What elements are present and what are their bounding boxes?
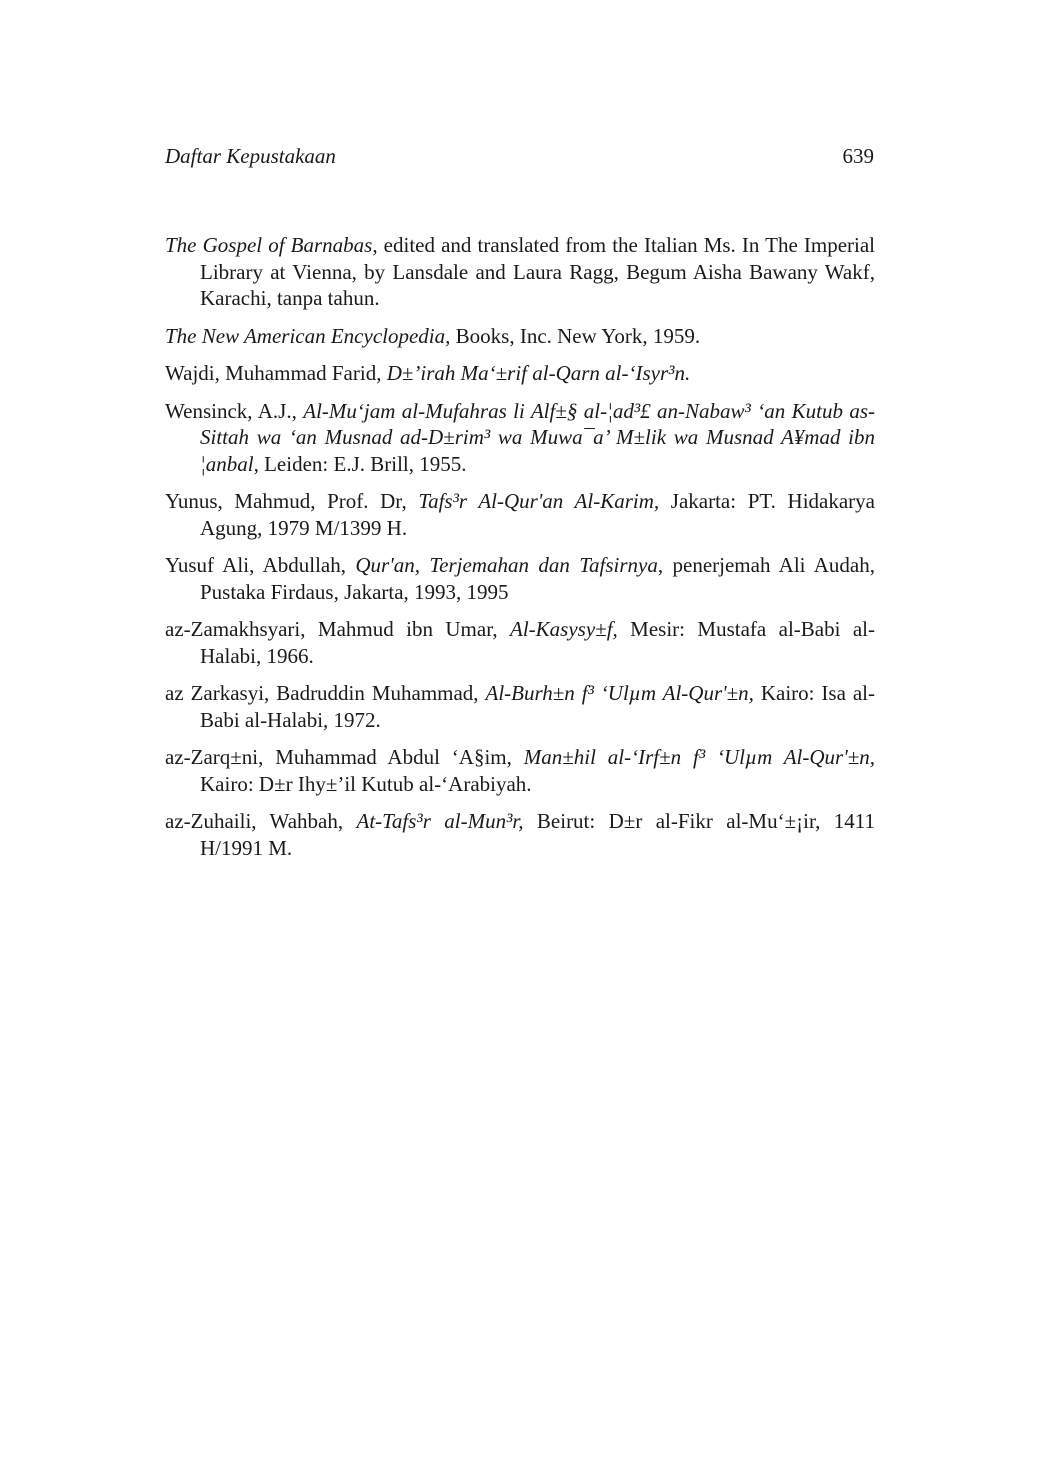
bibliography-entry	[165, 808, 875, 861]
running-title: Daftar Kepustakaan	[165, 144, 336, 168]
entry-title: At-Tafs³r al-Mun³r,	[356, 809, 524, 833]
entry-author: az-Zuhaili, Wahbah,	[165, 809, 357, 833]
entry-publication: Books, Inc. New York, 1959.	[450, 323, 701, 348]
entry-publication: Beirut: D±r al-Fikr al-Mu‘±¡ir, 1411 H/1991 M.	[200, 809, 875, 860]
entry-publication: Kairo: D±r Ihy±’il Kutub al-‘Arabiyah.	[200, 771, 532, 796]
entry-author: Wensinck, A.J.,	[165, 398, 304, 423]
entry-title: Al-Kasysy±f,	[510, 617, 618, 641]
bibliography-entry	[165, 616, 875, 669]
entry-title: D±’irah Ma‘±rif al-Qarn al-‘Isyr³n.	[386, 361, 691, 385]
entry-title: Qur'an, Terjemahan dan Tafsirnya	[355, 553, 658, 577]
entry-title: The New American Encyclopedia,	[165, 323, 451, 348]
entry-author: az-Zamakhsyari, Mahmud ibn Umar,	[165, 617, 511, 641]
bibliography-entry	[165, 488, 875, 541]
entry-publication: Jakarta: PT. Hidakarya Agung, 1979 M/1399 H.	[200, 489, 875, 540]
bibliography-list	[165, 232, 875, 872]
entry-author: Wajdi, Muhammad Farid,	[165, 361, 387, 385]
bibliography-entry	[165, 323, 875, 350]
bibliography-entry	[165, 398, 875, 478]
entry-author: Yunus, Mahmud, Prof. Dr,	[165, 489, 419, 513]
bibliography-entry	[165, 744, 875, 797]
entry-title: Al-Burh±n f³ ‘Ulµm Al-Qur'±n,	[485, 681, 754, 705]
bibliography-entry	[165, 680, 875, 733]
entry-author: az-Zarq±ni, Muhammad Abdul ‘A§im,	[165, 745, 524, 769]
entry-publication: , penerjemah Ali Audah, Pustaka Firdaus, Jakarta, 1993, 1995	[200, 553, 876, 604]
bibliography-entry	[165, 232, 875, 312]
entry-author: az Zarkasyi, Badruddin Muhammad,	[165, 681, 486, 705]
entry-title: The Gospel of Barnabas	[165, 233, 373, 257]
entry-publication: , edited and translated from the Italian Ms. In The Imperial Library at Vienna, by Lansdale and Laura Ragg, Begum Aisha Bawany Wakf, Karachi, tanpa tahun.	[200, 233, 876, 310]
entry-publication: Leiden: E.J. Brill, 1955.	[258, 451, 467, 476]
entry-title: Man±hil al-‘Irf±n f³ ‘Ulµm Al-Qur'±n,	[523, 745, 875, 769]
entry-title: Al-Mu‘jam al-Mufahras li Alf±§ al-¦ad³£ an-Nabaw³ ‘an Kutub as-Sittah wa ‘an Musnad ad-D±rim³ wa Muwa¯a’ M±lik wa Musnad A¥mad ibn ¦anbal,	[200, 398, 876, 476]
entry-publication: Mesir: Mustafa al-Babi al-Halabi, 1966.	[200, 617, 875, 668]
entry-author: Yusuf Ali, Abdullah,	[165, 553, 356, 577]
entry-title: Tafs³r Al-Qur'an Al-Karim,	[418, 489, 660, 513]
bibliography-entry	[165, 552, 875, 605]
bibliography-entry	[165, 360, 875, 387]
page-number: 639	[842, 144, 874, 168]
entry-publication: Kairo: Isa al-Babi al-Halabi, 1972.	[200, 681, 875, 732]
